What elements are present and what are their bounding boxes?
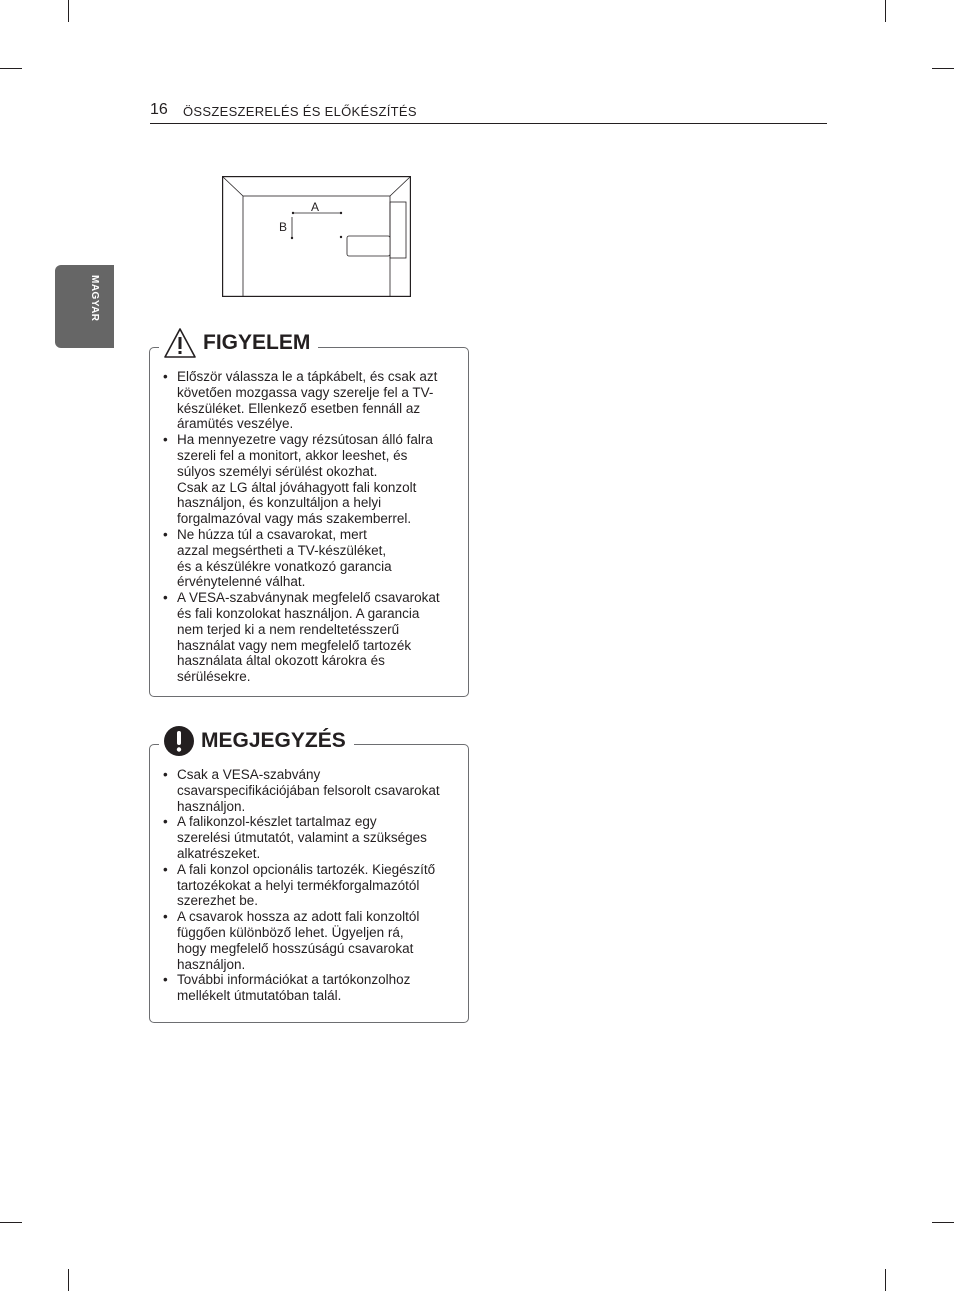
note-list [162,767,458,1004]
list-item: • Először válassza le a tápkábelt, és csak azt követően mozgassa vagy szerelje fel a TV- készüléket. Ellenkező esetben fennáll az áramütés veszélye. [162,369,458,432]
note-heading [159,721,354,761]
page-number: 16 [150,101,168,118]
list-item: • Csak a VESA-szabvány csavarspecifikációjában felsorolt csavarokat használjon. [162,767,458,814]
page-header [150,101,827,124]
dimension-label-a: A [311,200,320,214]
list-item: • A fali konzol opcionális tartozék. Kiegészítő tartozékokat a helyi termékforgalmazótól szerezhet be. [162,862,458,909]
note-box [149,729,469,1023]
list-item: • A csavarok hossza az adott fali konzoltól függően különböző lehet. Ügyeljen rá, hogy megfelelő hosszúságú csavarokat használjon. [162,909,458,972]
dimension-label-b: B [279,220,288,234]
warning-triangle-icon [163,327,197,359]
list-item: • További információkat a tartókonzolhoz mellékelt útmutatóban talál. [162,972,458,1004]
warning-heading [159,323,318,363]
warning-list [162,369,458,685]
warning-box [149,331,469,697]
list-item: • Ne húzza túl a csavarokat, mert azzal megsértheti a TV-készüléket, és a készülékre vonatkozó garancia érvénytelenné válhat. [162,527,458,590]
warning-title: FIGYELEM [203,331,311,354]
tv-back-diagram [222,176,411,297]
section-title: ÖSSZESZERELÉS ÉS ELŐKÉSZÍTÉS [183,104,417,119]
list-item: • A falikonzol-készlet tartalmaz egy szerelési útmutatót, valamint a szükséges alkatrészeket. [162,814,458,861]
exclamation-circle-icon [163,725,195,757]
list-item: • Ha mennyezetre vagy rézsútosan álló falra szereli fel a monitort, akkor leeshet, és súlyos személyi sérülést okozhat. Csak az LG által jóváhagyott fali konzolt használjon, és konzultáljon a helyi forgalmazóval vagy más szakemberrel. [162,432,458,527]
language-tab-label: MAGYAR [89,275,100,322]
note-title: MEGJEGYZÉS [201,729,346,752]
language-tab [55,265,114,348]
list-item: • A VESA-szabványnak megfelelő csavarokat és fali konzolokat használjon. A garancia nem terjed ki a nem rendeltetésszerű használat vagy nem megfelelő tartozék használata által okozott károkra és sérülésekre. [162,590,458,685]
